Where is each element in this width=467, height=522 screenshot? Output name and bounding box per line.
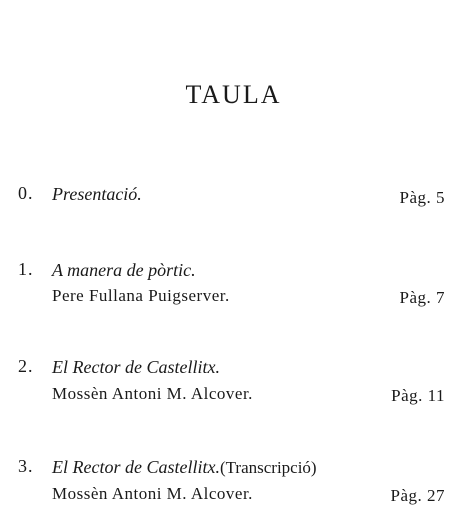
entry-number: 0. [18,183,34,203]
entry-author: Pere Fullana Puigserver. [52,286,230,305]
entry-title: El Rector de Castellitx. [52,357,220,377]
entry-title: El Rector de Castellitx. [52,457,220,477]
entry-title: Presentació. [52,184,142,204]
entry-number: 1. [18,259,34,279]
entry-page: Pàg. 7 [399,288,445,307]
entry-title-note: (Transcripció) [219,458,317,477]
entry-number: 2. [18,356,34,376]
entry-page: Pàg. 27 [390,486,445,505]
entry-title: A manera de pòrtic. [52,260,196,280]
page-title: TAULA [185,80,282,109]
entry-number: 3. [18,456,34,476]
entry-page: Pàg. 11 [391,386,445,405]
entry-author: Mossèn Antoni M. Alcover. [52,384,253,403]
entry-title-line [52,457,317,478]
entry-page: Pàg. 5 [399,188,445,207]
entry-author: Mossèn Antoni M. Alcover. [52,484,253,503]
